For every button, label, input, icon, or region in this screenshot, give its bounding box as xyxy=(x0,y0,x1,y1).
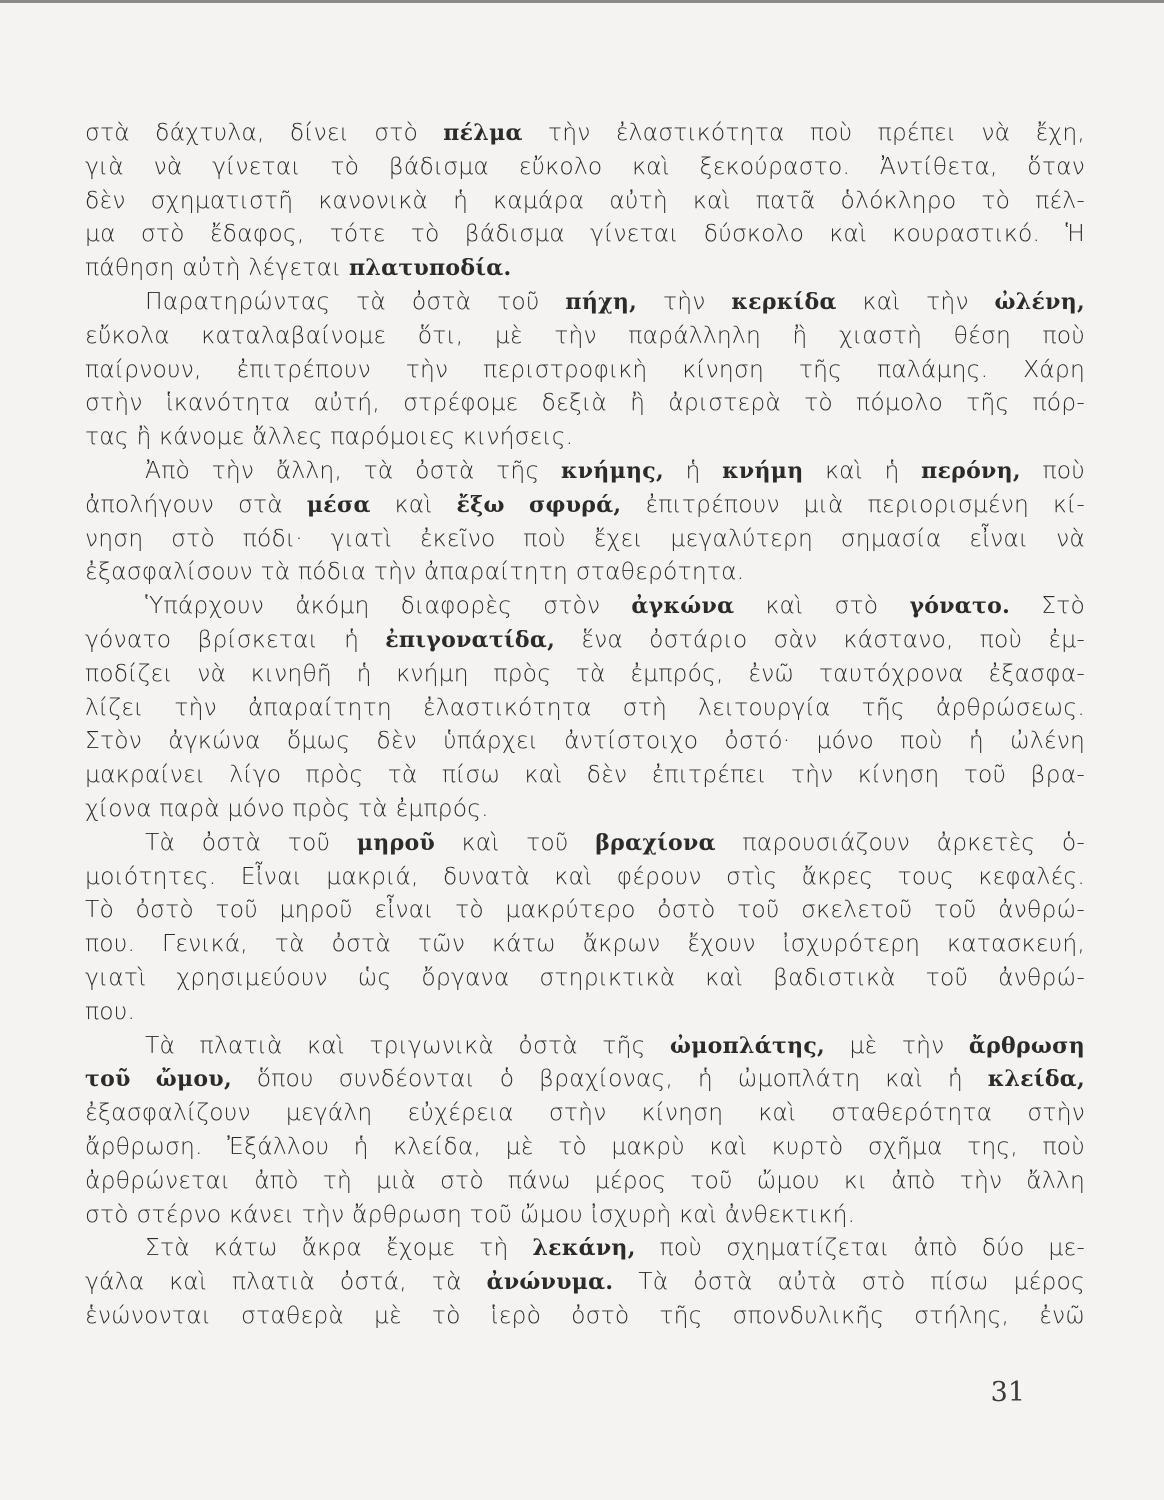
body-text xyxy=(85,116,1085,1333)
text-run: καὶ xyxy=(370,489,457,518)
bold-term: ἀγκώνα xyxy=(631,593,735,620)
text-run: δὲν σχηματιστῆ κανονικὰ ἡ καμάρα αὐτὴ καὶ πατᾶ ὁλόκληρο τὸ πέλ- xyxy=(85,185,1085,214)
text-line xyxy=(85,555,1085,589)
text-line xyxy=(85,1130,1085,1164)
text-line xyxy=(85,1029,1085,1063)
text-run: ἑνώνονται σταθερὰ μὲ τὸ ἱερὸ ὀστὸ τῆς σπονδυλικῆς στήλης, ἐνῶ xyxy=(85,1300,1085,1329)
text-run: ἐξασφαλίζουν μεγάλη εὐχέρεια στὴν κίνηση καὶ σταθερότητα στὴν xyxy=(85,1098,1085,1127)
text-line xyxy=(85,217,1085,251)
text-line xyxy=(85,319,1085,353)
text-line xyxy=(85,1096,1085,1130)
text-line xyxy=(85,927,1085,961)
page-number: 31 xyxy=(990,1377,1025,1408)
text-run: μὲ τὴν xyxy=(825,1030,969,1059)
text-run: λίζει τὴν ἀπαραίτητη ἐλαστικότητα στὴ λειτουργία τῆς ἀρθρώσεως. xyxy=(85,692,1085,721)
text-run: παρουσιάζουν ἀρκετὲς ὁ- xyxy=(715,827,1085,856)
text-run: Στὸν ἀγκώνα ὅμως δὲν ὑπάρχει ἀντίστοιχο ὀστό· μόνο ποὺ ἡ ὠλένη xyxy=(85,726,1085,755)
bold-term: ὠμοπλάτης, xyxy=(669,1032,826,1059)
text-run: ποὺ σχηματίζεται ἀπὸ δύο με- xyxy=(635,1233,1085,1262)
text-run: ἡ xyxy=(663,455,723,484)
text-run: χίονα παρὰ μόνο πρὸς τὰ ἐμπρός. xyxy=(85,793,489,822)
text-run: ποδίζει νὰ κινηθῆ ἡ κνήμη πρὸς τὰ ἐμπρός, ἐνῶ ταυτόχρονα ἐξασφα- xyxy=(85,658,1085,687)
text-run: ἐξασφαλίσουν τὰ πόδια τὴν ἀπαραίτητη σταθερότητα. xyxy=(85,557,745,586)
text-run: ποὺ xyxy=(1020,455,1085,484)
text-line xyxy=(85,1299,1085,1333)
text-run: στὴν ἱκανότητα αὐτή, στρέφομε δεξιὰ ἢ ἀριστερὰ τὸ πόμολο τῆς πόρ- xyxy=(85,388,1085,417)
text-run: Τὸ ὀστὸ τοῦ μηροῦ εἶναι τὸ μακρύτερο ὀστὸ τοῦ σκελετοῦ τοῦ ἀνθρώ- xyxy=(85,895,1085,924)
text-run: ἕνα ὀστάριο σὰν κάστανο, ποὺ ἐμ- xyxy=(555,624,1085,653)
text-run: στὸ στέρνο κάνει τὴν ἄρθρωση τοῦ ὤμου ἰσχυρὴ καὶ ἀνθεκτική. xyxy=(85,1199,856,1228)
bold-term: τοῦ ὤμου, xyxy=(85,1066,232,1093)
bold-term: ὠλένη, xyxy=(994,288,1085,315)
text-run: καὶ στὸ xyxy=(734,591,910,620)
text-run: γιατὶ χρησιμεύουν ὡς ὄργανα στηρικτικὰ καὶ βαδιστικὰ τοῦ ἀνθρώ- xyxy=(85,962,1085,991)
text-line xyxy=(85,1265,1085,1299)
text-run: τὴν xyxy=(637,286,732,315)
text-line xyxy=(85,893,1085,927)
text-line xyxy=(85,758,1085,792)
bold-term: ἄρθρωση xyxy=(968,1032,1085,1059)
text-run: παίρνουν, ἐπιτρέπουν τὴν περιστροφικὴ κίνηση τῆς παλάμης. Χάρη xyxy=(85,354,1085,383)
text-line xyxy=(85,488,1085,522)
bold-term: γόνατο. xyxy=(909,593,1011,620)
text-line xyxy=(85,184,1085,218)
text-line xyxy=(85,961,1085,995)
bold-term: μηροῦ xyxy=(356,829,436,856)
text-run: Τὰ πλατιὰ καὶ τριγωνικὰ ὀστὰ τῆς xyxy=(145,1030,670,1059)
bold-term: ἐπιγονατίδα, xyxy=(385,626,556,653)
bold-term: μέσα xyxy=(306,491,371,518)
text-run: εὔκολα καταλαβαίνομε ὅτι, μὲ τὴν παράλληλη ἢ χιαστὴ θέση ποὺ xyxy=(85,320,1085,349)
text-line xyxy=(85,420,1085,454)
text-line xyxy=(85,522,1085,556)
text-line xyxy=(85,724,1085,758)
text-run: τὴν ἐλαστικότητα ποὺ πρέπει νὰ ἔχη, xyxy=(522,118,1086,146)
bold-term: πλατυποδία. xyxy=(348,255,512,282)
text-line xyxy=(85,860,1085,894)
top-edge-line xyxy=(0,0,1164,3)
text-line xyxy=(85,1164,1085,1198)
text-line xyxy=(85,792,1085,826)
text-run: γάλα καὶ πλατιὰ ὀστά, τὰ xyxy=(85,1267,487,1296)
text-line xyxy=(85,386,1085,420)
text-line xyxy=(85,1062,1085,1096)
text-line xyxy=(85,623,1085,657)
bold-term: βραχίονα xyxy=(595,829,716,856)
bold-term: ἀνώνυμα. xyxy=(486,1269,614,1296)
text-run: μα στὸ ἔδαφος, τότε τὸ βάδισμα γίνεται δύσκολο καὶ κουραστικό. Ἡ xyxy=(85,219,1085,248)
text-run: Στὸ xyxy=(1010,591,1086,620)
text-run: ἄρθρωση. Ἐξάλλου ἡ κλείδα, μὲ τὸ μακρὺ καὶ κυρτὸ σχῆμα της, ποὺ xyxy=(85,1131,1085,1160)
text-line xyxy=(85,150,1085,184)
text-run: καὶ τὴν xyxy=(836,286,995,315)
text-line xyxy=(85,116,1085,150)
text-run: Τὰ ὀστὰ αὐτὰ στὸ πίσω μέρος xyxy=(613,1267,1085,1296)
bold-term: λεκάνη, xyxy=(532,1235,636,1262)
bold-term: περόνη, xyxy=(921,457,1021,484)
text-run: ὅπου συνδέονται ὁ βραχίονας, ἡ ὠμοπλάτη καὶ ἡ xyxy=(231,1064,988,1093)
text-run: πάθηση αὐτὴ λέγεται xyxy=(85,253,349,282)
text-line xyxy=(85,353,1085,387)
bold-term: κνήμης, xyxy=(560,457,664,484)
bold-term: κλείδα, xyxy=(987,1066,1085,1093)
text-run: νηση στὸ πόδι· γιατὶ ἐκεῖνο ποὺ ἔχει μεγαλύτερη σημασία εἶναι νὰ xyxy=(85,523,1085,552)
text-line xyxy=(85,1198,1085,1232)
text-run: Στὰ κάτω ἄκρα ἔχομε τὴ xyxy=(145,1233,533,1262)
text-run: Τὰ ὀστὰ τοῦ xyxy=(145,827,357,856)
text-run: ἀπολήγουν στὰ xyxy=(85,489,307,518)
text-run: ἐπιτρέπουν μιὰ περιορισμένη κί- xyxy=(621,489,1086,518)
bold-term: κνήμη xyxy=(722,457,804,484)
text-line xyxy=(85,251,1085,285)
bold-term: πήχη, xyxy=(565,288,638,315)
text-run: γόνατο βρίσκεται ἡ xyxy=(85,624,386,653)
text-run: ἀρθρώνεται ἀπὸ τὴ μιὰ στὸ πάνω μέρος τοῦ ὤμου κι ἀπὸ τὴν ἄλλη xyxy=(85,1165,1085,1194)
text-run: Ὑπάρχουν ἀκόμη διαφορὲς στὸν xyxy=(145,591,632,620)
text-run: καὶ ἡ xyxy=(803,455,922,484)
text-run: στὰ δάχτυλα, δίνει στὸ xyxy=(85,118,444,146)
text-run: γιὰ νὰ γίνεται τὸ βάδισμα εὔκολο καὶ ξεκούραστο. Ἀντίθετα, ὅταν xyxy=(85,151,1085,180)
text-line xyxy=(85,1231,1085,1265)
text-run: που. xyxy=(85,996,136,1025)
text-run: Ἀπὸ τὴν ἄλλη, τὰ ὀστὰ τῆς xyxy=(145,455,561,484)
bold-term: ἔξω σφυρά, xyxy=(456,491,622,518)
text-line xyxy=(85,826,1085,860)
text-line xyxy=(85,995,1085,1029)
text-run: που. Γενικά, τὰ ὀστὰ τῶν κάτω ἄκρων ἔχουν ἰσχυρότερη κατασκευή, xyxy=(85,929,1085,958)
bold-term: κερκίδα xyxy=(731,288,837,315)
text-line xyxy=(85,657,1085,691)
text-run: μοιότητες. Εἶναι μακριά, δυνατὰ καὶ φέρουν στὶς ἄκρες τους κεφαλές. xyxy=(85,861,1085,890)
text-run: Παρατηρώντας τὰ ὀστὰ τοῦ xyxy=(145,286,566,315)
text-run: μακραίνει λίγο πρὸς τὰ πίσω καὶ δὲν ἐπιτρέπει τὴν κίνηση τοῦ βρα- xyxy=(85,760,1085,789)
text-line xyxy=(85,285,1085,319)
bold-term: πέλμα xyxy=(443,120,523,146)
text-line xyxy=(85,691,1085,725)
text-line xyxy=(85,454,1085,488)
text-line xyxy=(85,589,1085,623)
text-run: καὶ τοῦ xyxy=(435,827,596,856)
text-run: τας ἢ κάνομε ἄλλες παρόμοιες κινήσεις. xyxy=(85,422,574,451)
